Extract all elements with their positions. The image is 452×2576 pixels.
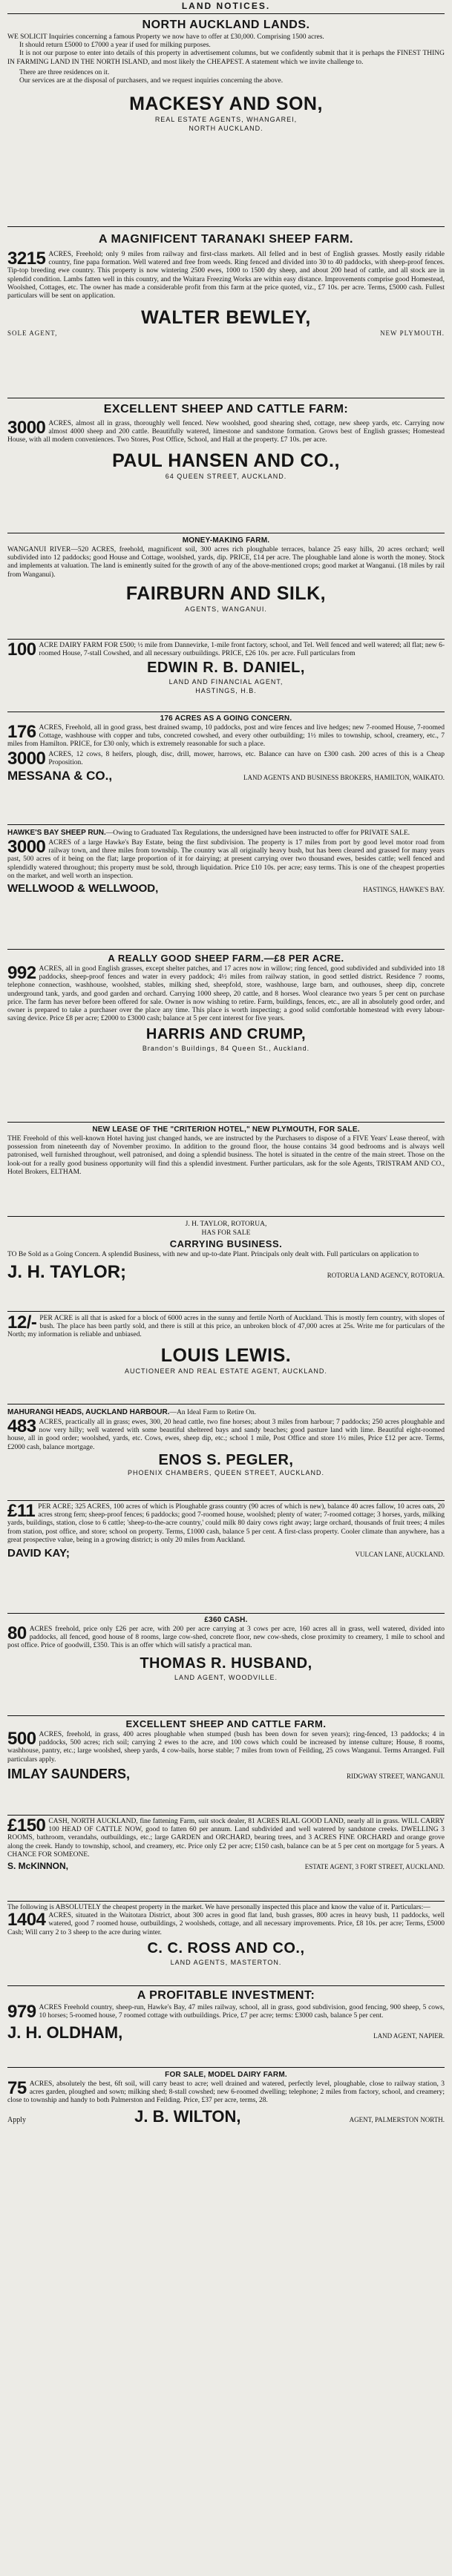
agent-name: EDWIN R. B. DANIEL, — [147, 660, 305, 677]
agent-name: HARRIS AND CRUMP, — [145, 1026, 307, 1043]
acreage-figure: 176 — [7, 722, 36, 742]
agent-name: S. McKINNON, — [7, 1861, 69, 1872]
ad-text: ACRE DAIRY FARM FOR £500; ½ mile from Dannevirke, 1-mile front factory, school, and Tel. Well fenced and well watered; all flat; new 6-roomed House, 7-stall Cowshed, and all necessary outbuildings. PRICE, £26 10s. per acre. Full particulars from — [39, 642, 445, 658]
ad-paragraph: Our services are at the disposal of purchasers, and we request inquiries concerning the above. — [19, 77, 284, 85]
ad-body — [7, 2080, 445, 2106]
ad-text: ACRES, practically all in grass; ewes, 300, 20 head cattle, two fine horses; about 3 miles from harbour; 7 paddocks; 250 acres ploughable and now very hilly; well watered with some beautiful sheltered bays and sandy beaches; good pasture land with lime. Beautiful eight-roomed house, all in good order; woolshed, yards, etc. Cows, ewes, sheep dip, etc.; school 1 mile, Post Office and store 1½ miles, Price £12 per acre. Terms, £2000 cash, balance mortgage. — [7, 1419, 445, 1451]
ad-title: MAHURANGI HEADS, AUCKLAND HARBOUR. — [7, 1408, 170, 1416]
acreage-figure: 500 — [7, 1729, 36, 1749]
agent-address: LAND AGENTS AND BUSINESS BROKERS, HAMILTON, WAIKATO. — [243, 774, 445, 782]
ad-body — [7, 1623, 445, 1651]
ad-title: 176 ACRES AS A GOING CONCERN. — [160, 714, 292, 723]
ad-title: EXCELLENT SHEEP AND CATTLE FARM. — [125, 1718, 327, 1729]
ad-body — [7, 1312, 445, 1340]
ad-criterion-hotel — [7, 1123, 445, 1217]
acreage-figure: 3000 — [7, 748, 46, 769]
ad-intro — [7, 1407, 445, 1419]
agent-address: RIDGWAY STREET, WANGANUI. — [347, 1772, 445, 1780]
agent-town: NEW PLYMOUTH. — [380, 329, 445, 338]
ad-text: ACRES, situated in the Waitotara District, about 300 acres in good flat land, bush grasses, 800 acres in heavy bush, 11 paddocks, well watered, good 7 roomed house, outbuildings, 2 woolsheds, cottage, and all necessary improvements. Price, £8 10s. per acre; Terms, £5000 Cash; Will carry 2 to 3 sheep to the acre during winter. — [7, 1912, 445, 1936]
ad-text: ACRES, freehold, in grass, 400 acres ploughable when stumped (bush has been down for seven years); ring-fenced, 13 paddocks; 4 in paddocks, 500 acres; rich soil; carrying 2 ewes to the acre, and 100 cows which could be increased by intense culture; House, 8 rooms, washhouse, pantry, etc.; large woolshed, sheep yards, 4 cow-bails, horse stable; 7 miles from town of Feilding, 25 cows Wanganui. Terms Arranged. Full particulars apply. — [7, 1731, 445, 1764]
ad-text: THE Freehold of this well-known Hotel having just changed hands, we are instructed by the Purchasers to dispose of a FIVE Years' Lease thereof, with possession from nineteenth day of November proximo. In addition to the ground floor, the house contains 34 good bedrooms and is always well patronised, well furnished throughout, well patronised, and doing a splendid business. The hotel is situated in the centre of the main street. Those on the look-out for a really good business opportunity will find this a splendid investment. Further particulars, ask for the sole Agents, TRISTRAM AND CO., Hotel Brokers, ELTHAM. — [7, 1135, 445, 1176]
agent-name: THOMAS R. HUSBAND, — [140, 1655, 312, 1672]
agent-name: WELLWOOD & WELLWOOD, — [7, 882, 159, 896]
acreage-figure: 80 — [7, 1623, 27, 1643]
ad-500-acres — [7, 1716, 445, 1816]
agent-address: Brandon's Buildings, 84 Queen St., Auckland. — [142, 1045, 310, 1053]
agent-name: J. H. TAYLOR; — [7, 1262, 127, 1283]
acreage-figure: 3215 — [7, 249, 46, 269]
ad-text: ACRES, all in good English grasses, except shelter patches, and 17 acres now in willow; ring fenced, good subdivided and subdivided into 18 paddocks, sheep-proof fences and water in every paddock; 4½ miles from railway station, in good settled district. Residence 7 rooms, telephone connection, washhouse, woolshed, stables, milking shed, sheepfold, store, washhouse, large barn, and outhouses, sheep dip, concrete underground tank, yards, and good garden and orchard. Carrying 1000 sheep, 20 cattle, and 8 horses. Wool clearance two years 5 per cent on purchase price. The farm has never before been offered for sale. Owner is now wishing to retire. Farm, buildings, fences, etc., are all in absolutely good order, and owner is prepared to take a purchaser over the place any time. This place is worth inspecting; a good solid comfortable homestead with every labour-saving device. Price £8 per acre; £2000 to £3000 cash; balance at 5 per cent interest for five years. — [7, 965, 445, 1023]
agent-address: PHOENIX CHAMBERS, QUEEN STREET, AUCKLAND. — [127, 1468, 325, 1476]
acreage-figure: 75 — [7, 2078, 27, 2098]
agent-name: FAIRBURN AND SILK, — [125, 582, 327, 604]
ad-text: —Owing to Graduated Tax Regulations, the undersigned have been instructed to offer for PRIVATE SALE. — [105, 829, 410, 837]
ad-1404-acres — [7, 1902, 445, 1986]
ad-intro — [7, 827, 445, 839]
ad-taranaki-sheep-farm — [7, 227, 445, 398]
ad-carrying-business — [7, 1217, 445, 1312]
ad-north-auckland-block — [7, 1312, 445, 1404]
ad-text: ACRES, almost all in grass, thoroughly well fenced. New woolshed, good shearing shed, cottage, new sheep yards, etc. Carrying now almost 4000 sheep and 200 cattle. Beautifully watered, limestone and sandstone formation. Grows best of English grasses; Homestead House, with all modern conveniences. Two Stores, Post Office, School, and Hall at the property. £7 10s. per acre. — [7, 420, 445, 444]
acreage-figure: 1404 — [7, 1910, 46, 1931]
agent-signature — [7, 329, 445, 338]
ad-subtitle: HAS FOR SALE — [201, 1229, 251, 1237]
ad-hawkes-bay-sheep-run — [7, 825, 445, 950]
ad-title: FOR SALE, MODEL DAIRY FARM. — [165, 2071, 287, 2079]
agent-signature — [7, 882, 445, 895]
ad-text: PER ACRE; 325 ACRES, 100 acres of which is Ploughable grass country (90 acres of which is new), balance 40 acres fallow, 10 acres oats, 20 acres strong fern; sheep-proof fences; 6 paddocks; good 7-roomed house, woolshed; plenty of water; 7-roomed cottage; 3 horses, yards, milking yards, buildings, station, close to 6 cattle; 'sheep-to-the-acre country,' could milk 80 dairy cows right away; large orchard, thousands of fruit trees; 4 miles from station, post office, and store; school on property. Terms, £1000 cash, balance 5 per cent. A first-class property. Cooler climate than anywhere, has a great prospective value, being in a growing district; is only 20 miles from Auckland. — [7, 1503, 445, 1544]
agent-address: AUCTIONEER AND REAL ESTATE AGENT, AUCKLAND. — [125, 1367, 327, 1375]
ad-paragraph: It is not our purpose to enter into details of this property in advertisement columns, but we confidently submit that it is perhaps the FINEST THING IN FARMING LAND IN THE NORTH ISLAND, and most likely the CHEAPEST. A statement which we invite challenge to. — [7, 50, 445, 66]
agent-location: HASTINGS, H.B. — [195, 687, 257, 695]
ad-text: ACRES, absolutely the best, 6ft soil, will carry beast to acre; well drained and watered, perfectly level, ploughable, close to railway station, 3 acres garden, ploughed and sown; milking shed; 8-stall cowshed; new 6-roomed dwelling; telephone; 2 miles from factory, school, and creamery; close to township and handy to both Palmerston and Feilding. Price, £37 per acre, terms, 28. — [7, 2080, 445, 2105]
ad-north-auckland-lands — [7, 14, 445, 227]
ad-title: HAWKE'S BAY SHEEP RUN. — [7, 829, 106, 837]
ad-paragraph: There are three residences on it. — [19, 68, 110, 76]
ad-text: ACRES, Freehold; only 9 miles from railway and first-class markets. All felled and in best of English grasses. Mostly easily ridable country, fine papa formation. Well watered and free from weeds. Ring fenced and divided into 30 to 40 paddocks, with sheep-proof fences. Tip-top breeding ewe country. This property is now wintering 2500 ewes, 1000 to 1500 dry sheep, and about 200 head of cattle, and all stock are in splendid condition. Lambs fatten well in this country, and the Waitara Freezing Works are within easy distance. Improvements comprise good Homestead, Woolshed, Cottages, etc. The owner has made a considerable profit from this farm at the price quoted, viz., £7 10s. per acre. Terms, £5000 cash. Fullest particulars will be sent on application. — [7, 251, 445, 300]
agent-address: LAND AGENT, NAPIER. — [373, 2032, 445, 2040]
ad-text: WANGANUI RIVER—520 ACRES, freehold, magnificent soil, 300 acres rich ploughable terraces, balance 25 easy hills, 20 acres orchard; well subdivided into 12 paddocks; good House and Cottage, woolshed, yards, dip. PRICE, £14 per acre. The ploughable land alone is worth the money. Stock and implements at valuation. The land is eminently suited for the growth of any of the above-mentioned crops; good market at Wanganui. (18 miles by rail from Wanganui). — [7, 546, 445, 579]
agent-name: MACKESY AND SON, — [129, 93, 323, 115]
ad-heading: CARRYING BUSINESS. — [169, 1238, 283, 1249]
ad-text: CASH, NORTH AUCKLAND, fine fattening Farm, suit stock dealer, 81 ACRES RLAL GOOD LAND, nearly all in grass. WILL CARRY 100 HEAD OF CATTLE NOW, good to fatten 60 per annum. Land subdivided and well watered by sandstone creeks. DWELLING 3 ROOMS, bathroom, verandahs, outbuildings, etc.; large GARDEN and ORCHARD, bearing trees, and 3 ACRES FINE ORCHARD and orange grove along the creek. Handy to township, school, and creamery, etc. Price only £2 per acre; £150 cash, balance can be at 5 per cent on mortgage for 5 years. A CHANCE FOR SOMEONE. — [7, 1818, 445, 1859]
acreage-figure: 100 — [7, 640, 36, 660]
ad-body — [7, 1912, 445, 1937]
ad-body — [7, 642, 445, 658]
ad-title: A MAGNIFICENT TARANAKI SHEEP FARM. — [99, 233, 353, 246]
ad-fattening-farm — [7, 1816, 445, 1902]
apply-label: Apply — [7, 2115, 26, 2124]
ad-body — [7, 1416, 445, 1452]
agent-name: MESSANA & CO., — [7, 769, 113, 783]
ad-text: ACRES, Freehold, all in good grass, best drained swamp, 10 paddocks, post and wire fences and live hedges; new 7-roomed House, 7-roomed Cottage, washhouse with copper and tubs, concreted cowshed, and every other outbuilding; 1½ miles to township, school, creamery, etc., 7 miles from Hamilton. PRICE, for £30 only, which is extremely reasonable for such a place. — [7, 724, 445, 749]
agent-name: J. B. WILTON, — [134, 2106, 241, 2126]
acreage-figure: 483 — [7, 1416, 36, 1436]
ad-325-acres — [7, 1501, 445, 1614]
ad-money-making-farm — [7, 533, 445, 640]
ad-profitable-investment — [7, 1986, 445, 2068]
ad-body — [7, 839, 445, 881]
agent-name: J. H. OLDHAM, — [7, 2023, 123, 2043]
agent-address: AGENTS, WANGANUI. — [185, 605, 267, 613]
agent-address: REAL ESTATE AGENTS, WHANGAREI, — [154, 116, 298, 124]
ad-text: —An Ideal Farm to Retire On. — [169, 1409, 257, 1416]
ad-body — [7, 420, 445, 445]
agent-signature — [7, 1262, 445, 1283]
agent-name: ENOS S. PEGLER, — [158, 1451, 294, 1468]
ad-80-acres — [7, 1614, 445, 1716]
agent-name: C. C. ROSS AND CO., — [147, 1939, 305, 1956]
ad-body — [7, 965, 445, 1023]
agent-address: ROTORUA LAND AGENCY, ROTORUA. — [327, 1272, 445, 1280]
ad-title: NORTH AUCKLAND LANDS. — [142, 19, 310, 31]
agent-name: IMLAY SAUNDERS, — [7, 1766, 131, 1781]
ad-text: ACRES freehold, price only £26 per acre, with 200 per acre carrying at 3 cows per acre, 160 acres all in grass, well watered, divided into paddocks, all fenced, good house of 8 rooms, large cow-shed, concrete floor, new cow-sheds, close proximity to creamery, 1 mile to school and post office. Price of goodwill, £350. This is an offer which will satisfy a practical man. — [7, 1626, 445, 1650]
ad-176-acres-going-concern — [7, 712, 445, 825]
acreage-figure: 3000 — [7, 418, 46, 438]
ad-body — [7, 1503, 445, 1545]
ad-title: EXCELLENT SHEEP AND CATTLE FARM: — [103, 403, 349, 415]
agent-name: DAVID KAY; — [7, 1547, 70, 1560]
agent-signature — [7, 1547, 445, 1560]
agent-address: VULCAN LANE, AUCKLAND. — [355, 1551, 445, 1559]
agent-location: NORTH AUCKLAND. — [189, 125, 263, 133]
ad-text: PER ACRE is all that is asked for a block of 6000 acres in the sunny and fertile North of Auckland. This is mostly fern country, with slopes of bush. The place has been partly sold, and there is still at this price, an unbroken block of 47,000 acres at 25s. Write me for particulars of the North; my information is reliable and unbiased. — [7, 1315, 445, 1339]
ad-text: ACRES of a large Hawke's Bay Estate, being the first subdivision. The property is 17 miles from port by good level motor road from railway town, and three miles from township. The country was all originally heavy bush, but has been cleared and grassed for many years past, 500 acres of it being on the flat; large proportion of it for dairying; at present carrying over two thousand ewes, besides cattle; well fenced and splendidly watered throughout; this property must be sold, through liquidation. Price £10 10s. per acre; easy terms. This is one of the cheapest properties on the market, and well worth an inspection. — [7, 839, 445, 880]
agent-name: PAUL HANSEN AND CO., — [112, 450, 340, 471]
agent-address: AGENT, PALMERSTON NORTH. — [349, 2115, 445, 2123]
ad-text: ACRES, 12 cows, 8 heifers, plough, disc, drill, mower, harrows, etc. Balance can have on £300 cash. 200 acres of this is a Cheap Proposition. — [48, 750, 445, 766]
ad-paragraph: WE SOLICIT Inquiries concerning a famous Property we now have to offer at £30,000. Comprising 1500 acres. — [7, 33, 324, 41]
ad-text: ACRES Freehold country, sheep-run, Hawke's Bay, 47 miles railway, school, all in grass, good subdivision, good fencing, 900 sheep, 5 cows, 10 horses; 5-roomed house, 7 roomed cottage with outbuildings. Price, £7 per acre; terms: £3000 cash, balance 5 per cent. — [39, 2004, 445, 2020]
price-figure: £150 — [7, 1816, 46, 1836]
agent-role: SOLE AGENT, — [7, 329, 58, 338]
acreage-figure: 992 — [7, 963, 36, 983]
agent-signature — [7, 1861, 445, 1871]
acreage-figure: 3000 — [7, 837, 46, 857]
ad-sheep-cattle-farm — [7, 398, 445, 533]
ad-intro: The following is ABSOLUTELY the cheapest property in the market. We have personally inspected this place and know the value of it. Particulars:— — [7, 1904, 430, 1911]
agent-signature — [7, 2107, 445, 2126]
section-masthead: LAND NOTICES. — [7, 0, 445, 14]
agent-signature — [7, 1767, 445, 1782]
ad-paragraph: It should return £5000 to £7000 a year if used for milking purposes. — [19, 42, 211, 50]
acreage-figure: 979 — [7, 2002, 36, 2022]
ad-good-sheep-farm — [7, 950, 445, 1123]
agent-address: LAND AND FINANCIAL AGENT, — [168, 678, 284, 686]
ad-title: £360 CASH. — [204, 1616, 248, 1624]
agent-address: LAND AGENT, WOODVILLE. — [174, 1673, 278, 1681]
agent-signature — [7, 769, 445, 783]
ad-body — [7, 748, 445, 769]
ad-model-dairy-farm — [7, 2068, 445, 2151]
agent-signature — [7, 2023, 445, 2043]
ad-title: NEW LEASE OF THE "CRITERION HOTEL," NEW PLYMOUTH, FOR SALE. — [92, 1126, 360, 1134]
price-figure: £11 — [7, 1501, 36, 1521]
ad-mahurangi-heads — [7, 1404, 445, 1501]
ad-body — [7, 724, 445, 749]
ad-body — [7, 1818, 445, 1859]
agent-address: ESTATE AGENT, 3 FORT STREET, AUCKLAND. — [304, 1863, 445, 1871]
ad-title: MONEY-MAKING FARM. — [182, 536, 270, 545]
agent-address: LAND AGENTS, MASTERTON. — [170, 1958, 282, 1966]
agent-name: WALTER BEWLEY, — [141, 307, 311, 329]
ad-title: J. H. TAYLOR, ROTORUA, — [185, 1220, 267, 1228]
ad-title: A PROFITABLE INVESTMENT: — [137, 1989, 315, 2002]
agent-address: HASTINGS, HAWKE'S BAY. — [363, 886, 445, 894]
ad-body — [7, 1731, 445, 1764]
ad-text: TO Be Sold as a Going Concern. A splendid Business, with new and up-to-date Plant. Principals only dealt with. Full particulars on application to — [7, 1251, 419, 1258]
ad-dairy-farm-dannevirke — [7, 640, 445, 712]
ad-body — [7, 251, 445, 300]
ad-title: A REALLY GOOD SHEEP FARM.—£8 PER ACRE. — [108, 953, 344, 964]
agent-address: 64 QUEEN STREET, AUCKLAND. — [165, 472, 287, 480]
ad-body — [7, 2004, 445, 2020]
price-figure: 12/- — [7, 1312, 37, 1333]
agent-name: LOUIS LEWIS. — [160, 1344, 292, 1366]
